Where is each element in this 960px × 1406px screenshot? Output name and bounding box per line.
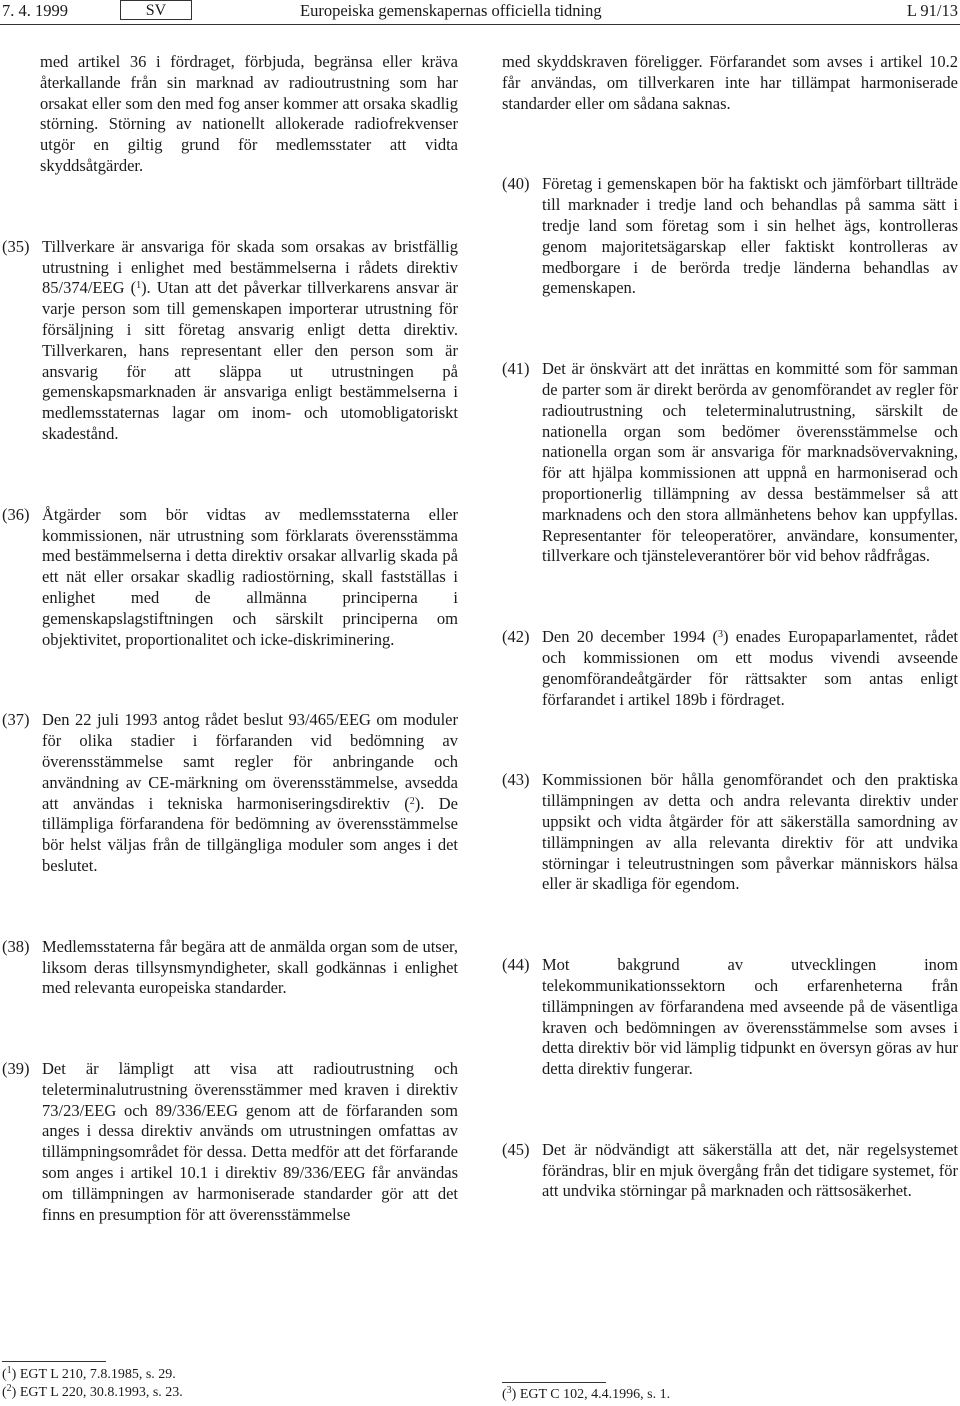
page-header xyxy=(0,0,960,22)
recital-text: Den 20 december 1994 ($^3$) enades Europaparlamentet, rådet och kommissionen om ett modus vivendi avseende genomförandeåtgärder för rättsakter som antas enligt förfarandet i artikel 189b i fördraget. xyxy=(542,627,958,709)
continued-paragraph: med skyddskraven föreligger. Förfarandet som avses i artikel 10.2 får användas, om tillverkaren inte har tillämpat harmoniserade standarder eller om sådana saknas. xyxy=(502,52,958,113)
footnote-text: EGT L 220, 30.8.1993, s. 23. xyxy=(19,1385,183,1400)
recital-number: (35) xyxy=(2,236,30,256)
journal-title: Europeiska gemenskapernas officiella tidning xyxy=(300,1,602,20)
footnote-text: EGT L 210, 7.8.1985, s. 29. xyxy=(19,1367,176,1382)
recital-text: Mot bakgrund av utvecklingen inom telekommunikationssektorn och erfarenheterna från tillämpningen av förfarandena med avseende på de väsentliga kraven och bedömningen av överensstämmelse som avses i detta direktiv bör vid lämplig tidpunkt en översyn göras av hur detta direktiv fungerar. xyxy=(542,955,958,1079)
page-reference: L 91/13 xyxy=(906,1,958,20)
recital-35 xyxy=(2,237,458,445)
recital-number: (40) xyxy=(502,174,530,194)
footnote-mark: 2 xyxy=(6,1383,12,1394)
footnote-reference: 1 xyxy=(136,280,142,292)
recital-number: (43) xyxy=(502,770,530,790)
footnote-3: ($^3$) EGT C 102, 4.4.1996, s. 1. xyxy=(502,1385,671,1402)
recital-text: Den 22 juli 1993 antog rådet beslut 93/465/EEG om moduler för olika stadier i förfaranden vid bedömning av överensstämmelse samt regler för anbringande och användning av CE-märkning om överensstämmelse, avsedda att användas i tekniska harmoniseringsdirektiv ($^2$). De tillämpliga förfarandena för bedömning av överensstämmelse bör helst väljas från de tillgängliga moduler som anges i det beslutet. xyxy=(42,710,458,875)
footnote-mark: 1 xyxy=(6,1365,12,1376)
recital-text: Tillverkare är ansvariga för skada som orsakas av bristfällig utrustning i enlighet med bestämmelserna i rådets direktiv 85/374/EEG ($^1$). Utan att det påverkar tillverkarens ansvar är varje person som till gemenskapen importerar utrustning för försäljning i sitt företag ansvarig enligt detta direktiv. Tillverkaren, hans representant eller den person som är ansvarig för att släppa ut utrustningen på gemenskapsmarknaden är ansvariga enligt bestämmelserna i medlemsstaternas lagar om inom- och utomobligatoriskt skadestånd. xyxy=(42,236,458,443)
issue-date: 7. 4. 1999 xyxy=(2,1,68,20)
recital-36 xyxy=(2,505,458,651)
recital-number: (41) xyxy=(502,359,530,379)
language-badge: SV xyxy=(120,0,192,20)
footnote-reference: 2 xyxy=(409,795,415,807)
recital-40 xyxy=(502,174,958,299)
recital-text: Det är nödvändigt att säkerställa att det, när regelsystemet förändras, blir en mjuk övergång från det tidigare systemet, för att undvika störningar på marknaden och rättsosäkerhet. xyxy=(542,1139,958,1201)
recital-38 xyxy=(2,937,458,999)
left-column xyxy=(2,52,458,1225)
recital-number: (44) xyxy=(502,955,530,975)
recital-number: (38) xyxy=(2,936,30,956)
footnote-1: ($^1$) EGT L 210, 7.8.1985, s. 29. xyxy=(2,1365,176,1382)
recital-41 xyxy=(502,359,958,567)
right-column xyxy=(502,52,958,1202)
footnote-rule-left xyxy=(2,1361,106,1362)
recital-text: Det är önskvärt att det inrättas en kommitté som för samman de parter som är direkt berörda av genomförandet av regler för radioutrustning och teleterminalutrustning, särskilt de nationella organ som bedömer överensstämmelse och nationella organ som är ansvariga för marknadsövervakning, för att hjälpa kommissionen att uppnå en harmoniserad och proportionerlig tillämpning av dessa bestämmelser så att marknadens och den stora allmänhetens behov kan uppfyllas. Representanter för teleoperatörer, användare, konsumenter, tillverkare och tjänsteleverantörer bör vid behov rådfrågas. xyxy=(542,359,958,566)
recital-45 xyxy=(502,1140,958,1202)
recital-37 xyxy=(2,710,458,876)
header-rule xyxy=(0,24,960,25)
footnote-text: EGT C 102, 4.4.1996, s. 1. xyxy=(519,1387,671,1402)
recital-44 xyxy=(502,955,958,1080)
recital-text: Företag i gemenskapen bör ha faktiskt och jämförbart tillträde till marknader i tredje land och behandlas på samma sätt i tredje land som företag som i sin helhet ägs, kontrolleras genom majoritetsägarskap eller faktiskt kontrolleras av medborgare i de berörda tredje länderna behandlas av gemenskapen. xyxy=(542,174,958,298)
recital-text: Det är lämpligt att visa att radioutrustning och teleterminalutrustning överensstämmer med kraven i direktiv 73/23/EEG och 89/336/EEG genom att de förfaranden som anges i dessa direktiv används om utrustningen omfattas av tillämpningsområdet för dessa. Detta medför att det förfarande som anges i artikel 10.1 i direktiv 89/336/EEG får användas om tillämpningen av harmoniserade standarder gör att det finns en presumption för att överensstämmelse xyxy=(42,1059,458,1224)
recital-39 xyxy=(2,1059,458,1225)
recital-42 xyxy=(502,627,958,710)
recital-text: Åtgärder som bör vidtas av medlemsstaterna eller kommissionen, när utrustning som förklarats överensstämma med bestämmelserna i detta direktiv orsakar allvarlig skada på ett nät eller orsakar skadlig radiostörning, skall fastställas i enlighet med de allmänna principerna i gemenskapslagstiftningen och särskilt principerna om objektivitet, proportionalitet och icke-diskriminering. xyxy=(42,504,458,649)
footnote-rule-right xyxy=(502,1382,606,1383)
recital-number: (36) xyxy=(2,504,30,524)
recital-text: Medlemsstaterna får begära att de anmälda organ som de utser, liksom deras tillsynsmyndigheter, skall godkännas i enlighet med relevanta europeiska standarder. xyxy=(42,936,458,998)
recital-number: (45) xyxy=(502,1139,530,1159)
footnote-reference: 3 xyxy=(717,629,723,641)
recital-number: (37) xyxy=(2,710,30,730)
recital-number: (39) xyxy=(2,1059,30,1079)
footnote-mark: 3 xyxy=(506,1385,512,1396)
recital-text: Kommissionen bör hålla genomförandet och den praktiska tillämpningen av detta och andra relevanta direktiv under uppsikt och vidta åtgärder för att säkerställa samordning av tillämpningen av alla relevanta direktiv för att undvika störningar i teleutrustningen som påverkar människors hälsa eller är skadliga för egendom. xyxy=(542,770,958,894)
continued-paragraph: med artikel 36 i fördraget, förbjuda, begränsa eller kräva återkallande från sin marknad av radioutrustning som har orsakat eller som den med fog anser kommer att orsaka skadlig störning. Störning av nationellt allokerade radiofrekvenser utgör en giltig grund för medlemsstater att vidta skyddsåtgärder. xyxy=(40,52,458,175)
footnote-2: ($^2$) EGT L 220, 30.8.1993, s. 23. xyxy=(2,1383,183,1400)
recital-number: (42) xyxy=(502,627,530,647)
recital-43 xyxy=(502,770,958,895)
